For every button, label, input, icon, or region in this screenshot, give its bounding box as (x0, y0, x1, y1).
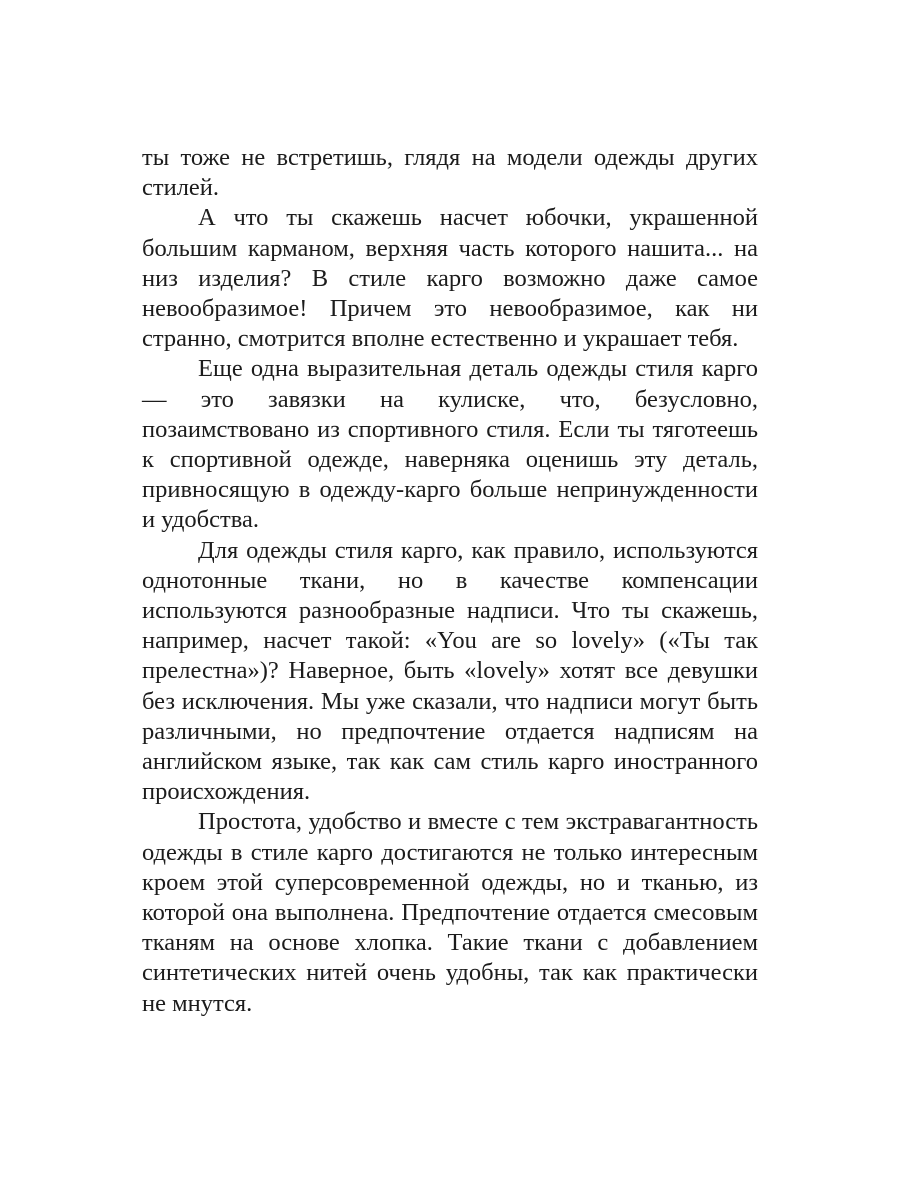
paragraph-4: Для одежды стиля карго, как правило, используются однотонные ткани, но в качестве компенсации используются разнообразные надписи. Что ты скажешь, например, насчет такой: «You are so lovely» («Ты так прелестна»)? Наверное, быть «lovely» хотят все девушки без исключения. Мы уже сказали, что надписи могут быть различными, но предпочтение отдается надписям на английском языке, так как сам стиль карго иностранного происхождения. (142, 536, 758, 806)
body-text (142, 143, 758, 1019)
paragraph-1: ты тоже не встретишь, глядя на модели одежды других стилей. (142, 144, 758, 202)
paragraph-3: Еще одна выразительная деталь одежды стиля карго — это завязки на кулиске, что, безусловно, позаимствовано из спортивного стиля. Если ты тяготеешь к спортивной одежде, наверняка оценишь эту деталь, привносящую в одежду-карго больше непринужденности и удобства. (142, 355, 758, 534)
paragraph-5: Простота, удобство и вместе с тем экстравагантность одежды в стиле карго достигаются не только интересным кроем этой суперсовременной одежды, но и тканью, из которой она выполнена. Предпочтение отдается смесовым тканям на основе хлопка. Такие ткани с добавлением синтетических нитей очень удобны, так как практически не мнутся. (142, 808, 758, 1017)
paragraph-2: А что ты скажешь насчет юбочки, украшенной большим карманом, верхняя часть которого нашита... на низ изделия? В стиле карго возможно даже самое невообразимое! Причем это невообразимое, как ни странно, смотрится вполне естественно и украшает тебя. (142, 204, 758, 353)
